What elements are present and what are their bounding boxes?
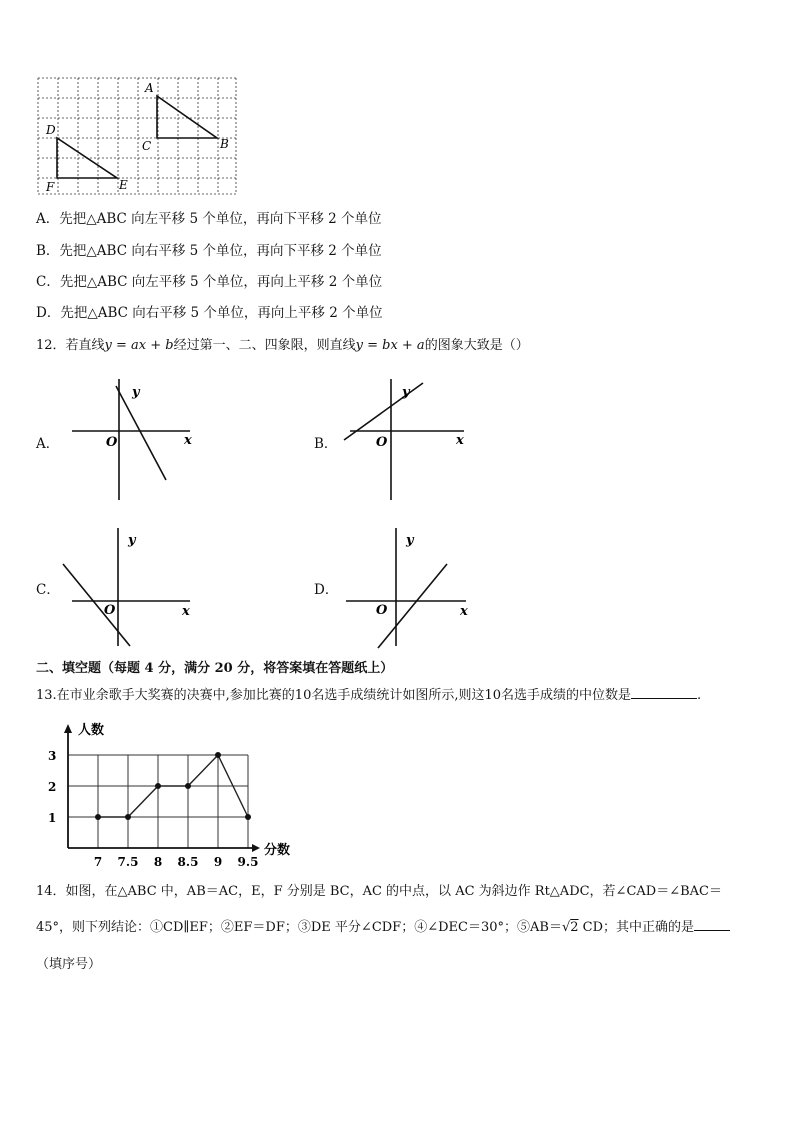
q12-graph-c [60, 524, 198, 650]
graph-line [63, 564, 130, 646]
y-tick-label: 1 [48, 811, 57, 825]
x-tick-label: 7 [93, 855, 103, 869]
q12-choice-a-label: A． [36, 436, 60, 452]
x-axis-label: x [460, 604, 468, 619]
grid-lines [38, 78, 236, 194]
y-axis-label: y [406, 533, 414, 548]
section-2-title: 二、填空题（每题 4 分，满分 20 分，将答案填在答题纸上） [36, 661, 394, 676]
x-tick-label: 8.5 [177, 855, 199, 869]
data-point [95, 814, 101, 820]
q12-stem: 12．若直线y = ax + b经过第一、二、四象限，则直线y = bx + a的图象大致是（） [36, 338, 529, 353]
x-axis-label: x [456, 433, 464, 448]
x-axis-arrow [252, 844, 260, 852]
q11-option-c: C．先把△ABC 向左平移 5 个单位，再向上平移 2 个单位 [36, 274, 383, 290]
x-axis-label: x [184, 433, 192, 448]
q12-eq1: y = ax + b [104, 338, 174, 353]
graph-line [378, 564, 447, 648]
data-point [185, 783, 191, 789]
data-point [125, 814, 131, 820]
y-axis-arrow [64, 724, 72, 733]
q11-option-d: D．先把△ABC 向右平移 5 个单位，再向上平移 2 个单位 [36, 305, 383, 321]
q12-eq2: y = bx + a [355, 338, 425, 353]
data-point [155, 783, 161, 789]
q12-graph-a [68, 374, 198, 506]
q12-choice-b-label: B． [314, 436, 338, 452]
q13-line-chart [36, 720, 326, 872]
origin-label: O [376, 603, 388, 618]
q14-line-3: （填序号） [36, 957, 102, 972]
x-tick-label: 8 [153, 855, 163, 869]
y-tick-label: 3 [48, 749, 57, 763]
q14-answer-blank [694, 930, 730, 931]
y-axis-label: y [128, 533, 136, 548]
q12-graph-d [338, 524, 472, 650]
graph-line [116, 386, 166, 480]
translation-grid-figure [36, 76, 242, 198]
sqrt-argument: 2 [570, 920, 579, 935]
label-B: B [220, 137, 229, 151]
label-D: D [46, 123, 56, 137]
y-axis-label: y [132, 385, 140, 400]
q12-graph-b [338, 374, 468, 506]
x-axis-title: 分数 [264, 843, 291, 858]
x-tick-label: 9.5 [237, 855, 259, 869]
label-A: A [145, 81, 154, 95]
sqrt-symbol: √ [561, 920, 571, 935]
y-tick-label: 2 [48, 780, 57, 794]
label-F: F [46, 180, 55, 194]
origin-label: O [106, 435, 118, 450]
data-point [215, 752, 221, 758]
q14-line-1: 14．如图，在△ABC 中，AB＝AC，E，F 分别是 BC，AC 的中点，以 AC 为斜边作 Rt△ADC，若∠CAD＝∠BAC＝ [36, 884, 722, 899]
origin-label: O [376, 435, 388, 450]
label-C: C [142, 139, 152, 153]
q14-line-2: 45°，则下列结论：①CD∥EF；②EF＝DF；③DE 平分∠CDF；④∠DEC＝30°；⑤AB＝√2 CD；其中正确的是 [36, 920, 730, 936]
x-tick-label: 7.5 [117, 855, 139, 869]
y-axis-title: 人数 [78, 723, 105, 738]
y-axis-label: y [402, 385, 410, 400]
q12-choice-d-label: D． [314, 582, 339, 598]
q12-choice-c-label: C． [36, 582, 60, 598]
origin-label: O [104, 603, 116, 618]
x-tick-label: 9 [213, 855, 223, 869]
data-point [245, 814, 251, 820]
q11-option-a: A．先把△ABC 向左平移 5 个单位，再向下平移 2 个单位 [36, 211, 382, 227]
q13-stem: 13.在市业余歌手大奖赛的决赛中,参加比赛的10名选手成绩统计如图所示,则这10名选手成绩的中位数是 . [36, 688, 702, 703]
q13-answer-blank [631, 698, 697, 699]
label-E: E [119, 178, 128, 192]
triangle-abc [157, 96, 217, 138]
x-axis-label: x [182, 604, 190, 619]
q11-option-b: B．先把△ABC 向右平移 5 个单位，再向下平移 2 个单位 [36, 243, 382, 259]
